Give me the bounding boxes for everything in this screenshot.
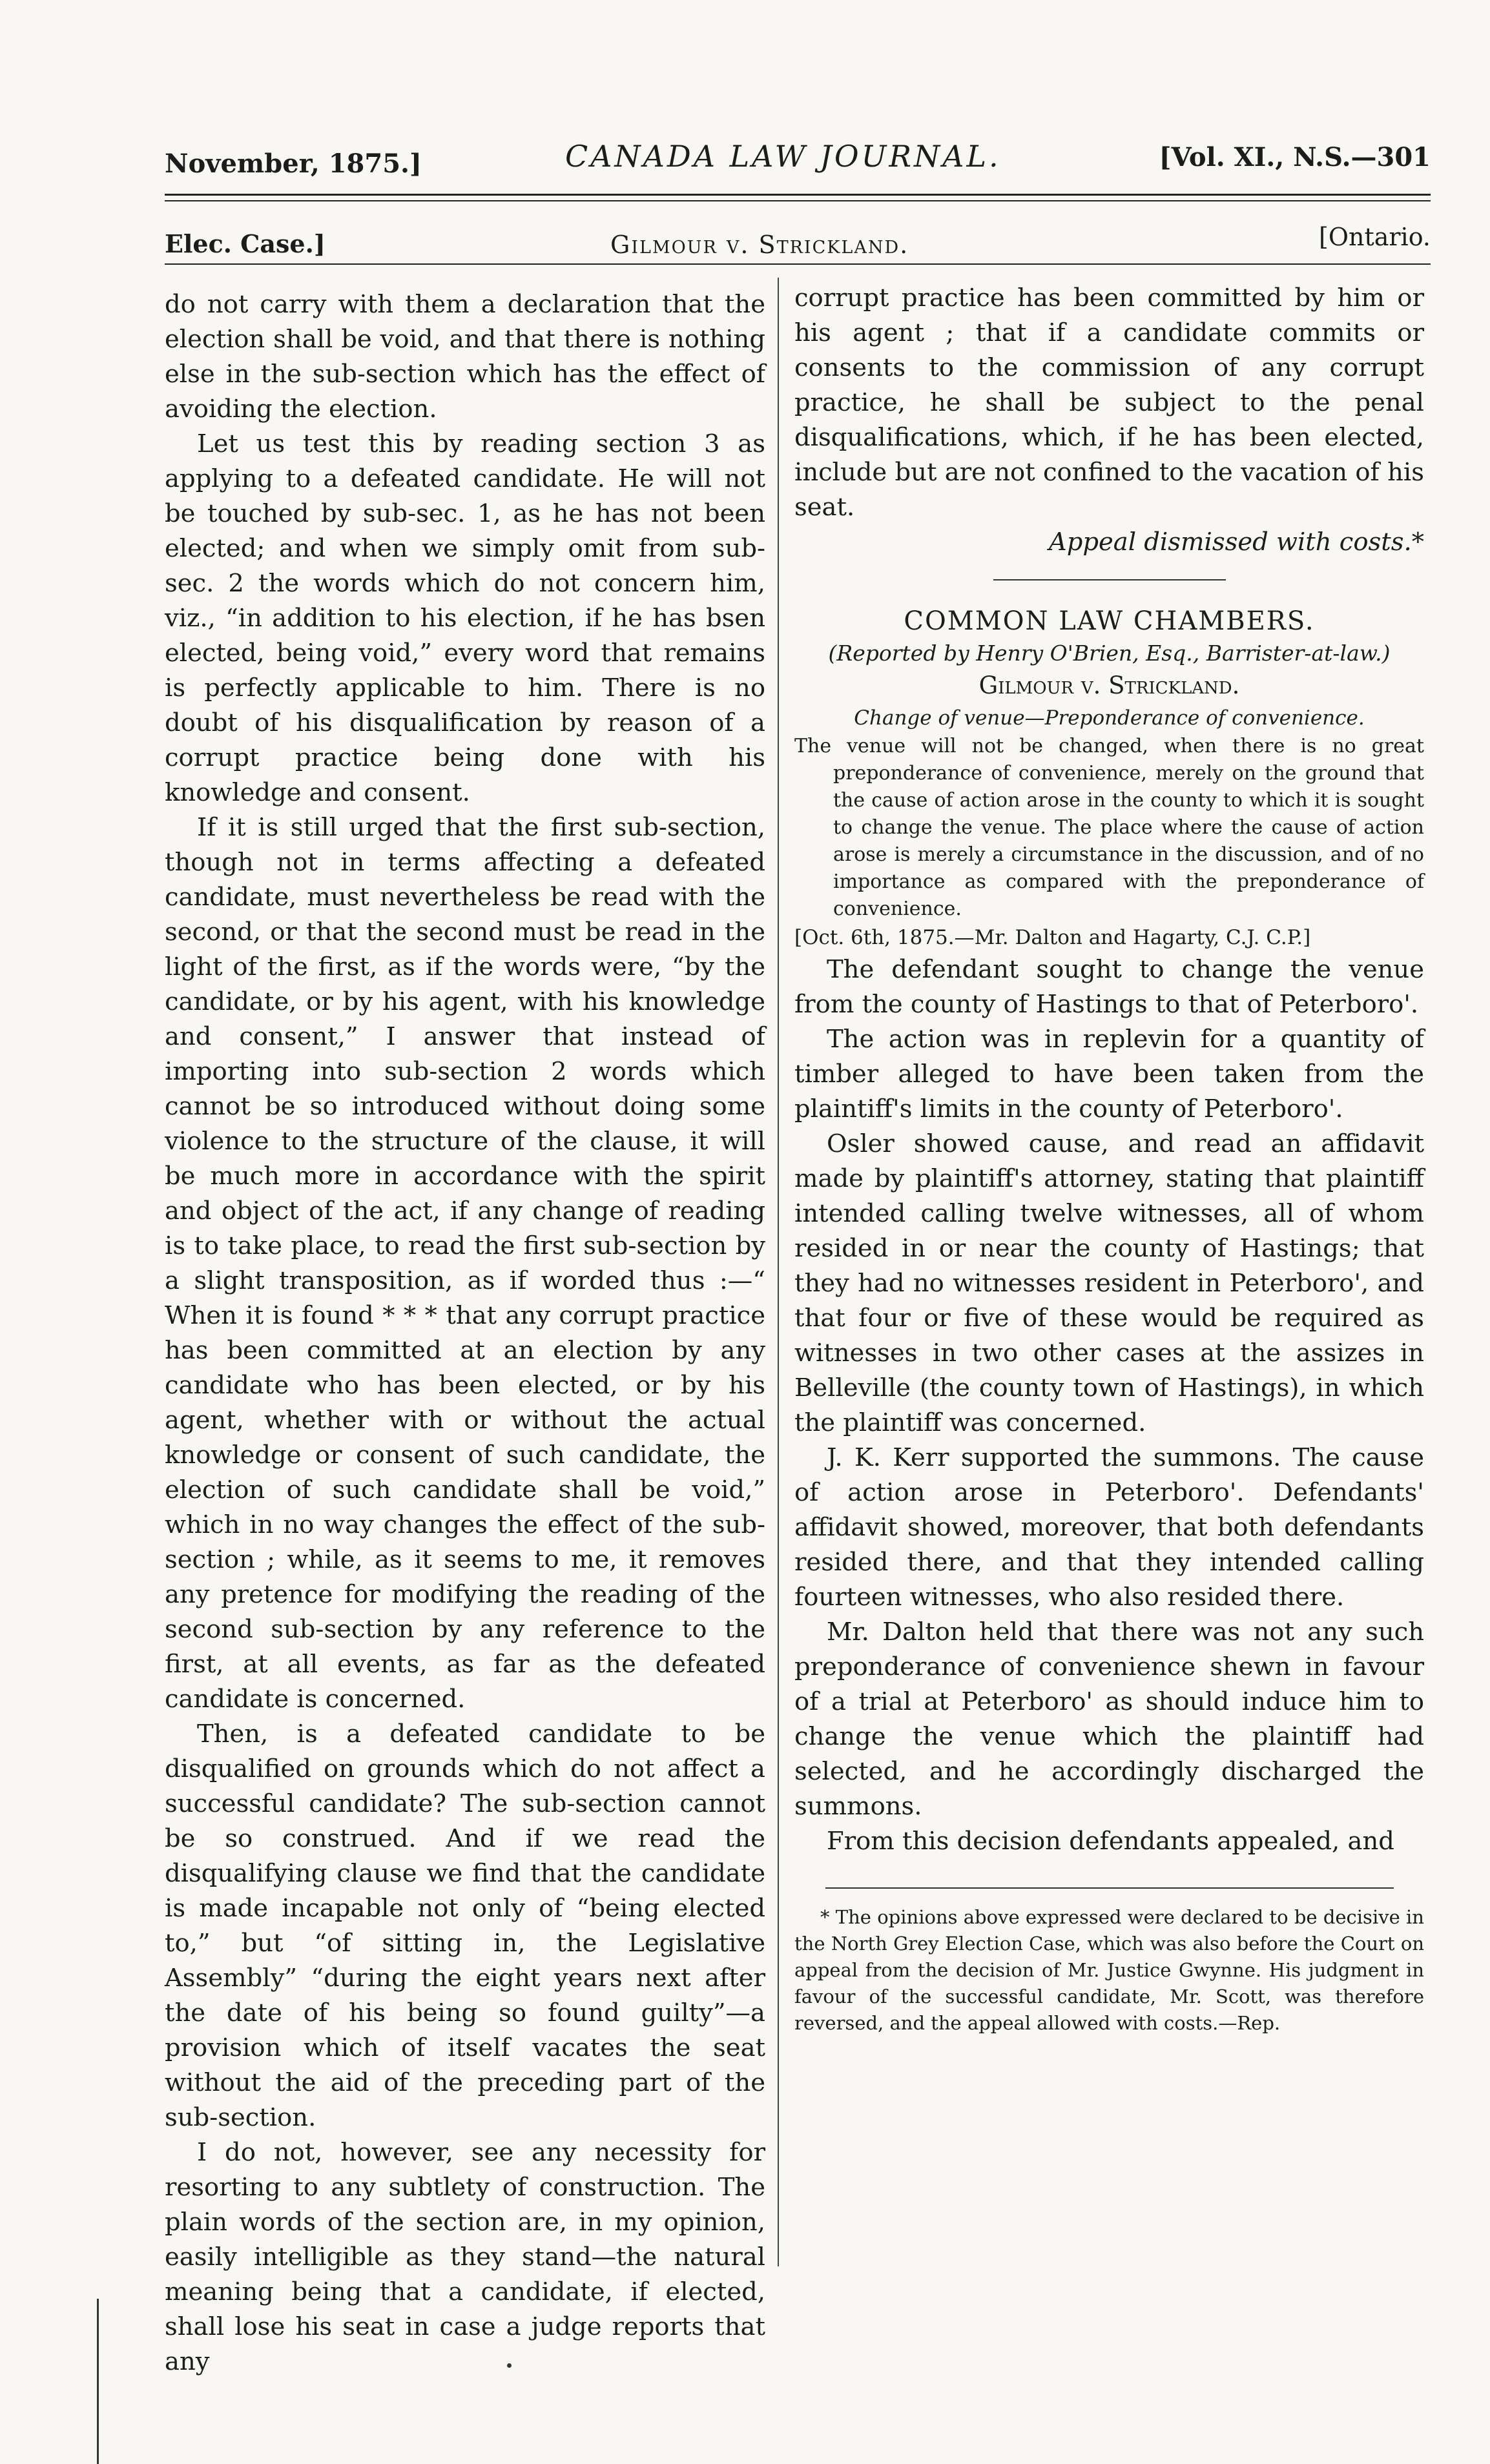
journal-title: CANADA LAW JOURNAL.	[565, 139, 1001, 174]
paragraph: The defendant sought to change the venue from the county of Hastings to that of Peterboro'.	[794, 955, 1424, 1019]
paragraph: Mr. Dalton held that there was not any such preponderance of convenience shewn in favour of a trial at Peterboro' as should induce him to change the venue which the plaintiff had selected, and he accordingly discharged the summons.	[794, 1617, 1424, 1821]
paragraph: The action was in replevin for a quantity of timber alleged to have been taken from the plaintiff's limits in the county of Peterboro'.	[794, 1025, 1424, 1124]
topic-line: Change of venue—Preponderance of convenience.	[854, 706, 1365, 730]
page-speck	[507, 2363, 512, 2368]
header-rule-bottom	[165, 200, 1431, 201]
case-name: Gilmour v. Strickland.	[610, 231, 909, 259]
headnote: The venue will not be changed, when there is no great preponderance of convenience, merely on the ground that the cause of action arose in the county to which it is sought to change the venue. The place where the cause of action arose is merely a circumstance in the discussion, and of no importance as compared with the preponderance of convenience.	[794, 735, 1424, 920]
paragraph: Then, is a defeated candidate to be disqualified on grounds which do not affect a successful candidate? The sub-section cannot be so construed. And if we read the disqualifying clause we find that the candidate is made incapable not only of “being elected to,” but “of sitting in, the Legislative Assembly” “during the eight years next after the date of his being so found guilty”—a provision which of itself vacates the seat without the aid of the preceding part of the sub-section.	[165, 1720, 765, 2132]
volume-page: [Vol. XI., N.S.—301	[1159, 142, 1431, 172]
case-subheader	[165, 223, 1431, 262]
paragraph-continuation: corrupt practice has been committed by him or his agent ; that if a candidate commits or consents to the commission of any corrupt practice, he shall be subject to the penal disqualifications, which, if he has been elected, include but are not confined to the vacation of his seat.	[794, 283, 1424, 522]
section-heading: COMMON LAW CHAMBERS.	[904, 606, 1315, 636]
case-type: Elec. Case.]	[165, 229, 326, 258]
date-line: [Oct. 6th, 1875.—Mr. Dalton and Hagarty, C.J. C.P.]	[794, 926, 1311, 949]
left-column	[165, 287, 765, 2379]
footnote-rule	[825, 1887, 1394, 1889]
column-divider	[778, 278, 779, 2266]
paragraph: Osler showed cause, and read an affidavit made by plaintiff's attorney, stating that plaintiff intended calling twelve witnesses, all of whom resided in or near the county of Hastings; that they had no witnesses resident in Peterboro', and that four or five of these would be required as witnesses in two other cases at the assizes in Belleville (the county town of Hastings), in which the plaintiff was concerned.	[794, 1129, 1424, 1437]
jurisdiction: [Ontario.	[1319, 223, 1431, 251]
right-column	[794, 281, 1424, 2037]
issue-date: November, 1875.]	[165, 149, 422, 179]
paragraph: Let us test this by reading section 3 as applying to a defeated candidate. He will not be touched by sub-sec. 1, as he has not been elected; and when we simply omit from sub-sec. 2 the words which do not concern him, viz., “in addition to his election, if he has bsen elected, being void,” every word that remains is perfectly applicable to him. There is no doubt of his disqualification by reason of a corrupt practice being done with his knowledge and consent.	[165, 429, 765, 807]
reporter-line: (Reported by Henry O'Brien, Esq., Barrister-at-law.)	[828, 641, 1391, 666]
case-title: Gilmour v. Strickland.	[978, 672, 1240, 699]
paragraph: If it is still urged that the first sub-section, though not in terms affecting a defeated candidate, must nevertheless be read with the second, or that the second must be read in the light of the first, as if the words were, “by the candidate, or by his agent, with his knowledge and consent,” I answer that instead of importing into sub-section 2 words which cannot be so introduced without doing some violence to the structure of the clause, it will be much more in accordance with the spirit and object of the act, if any change of reading is to take place, to read the first sub-section by a slight transposition, as if worded thus :—“ When it is found * * * that any corrupt practice has been committed at an election by any candidate who has been elected, or by his agent, whether with or without the actual knowledge or consent of such candidate, the election of such candidate shall be void,” which in no way changes the effect of the sub-section ; while, as it seems to me, it removes any pretence for modifying the reading of the second sub-section by any reference to the first, at all events, as far as the defeated candidate is concerned.	[165, 813, 765, 1714]
paragraph: do not carry with them a declaration that the election shall be void, and that there is nothing else in the sub-section which has the effect of avoiding the election.	[165, 290, 765, 424]
footnote: * The opinions above expressed were declared to be decisive in the North Grey Election Case, which was also before the Court on appeal from the decision of Mr. Justice Gwynne. His judgment in favour of the successful candidate, Mr. Scott, was therefore reversed, and the appeal allowed with costs.—Rep.	[794, 1906, 1424, 2034]
header-rule-top	[165, 194, 1431, 196]
section-rule	[993, 579, 1226, 580]
page-edge-mark	[97, 2299, 99, 2464]
paragraph: J. K. Kerr supported the summons. The cause of action arose in Peterboro'. Defendants' affidavit showed, moreover, that both defendants resided there, and that they intended calling fourteen witnesses, who also resided there.	[794, 1443, 1424, 1612]
paragraph: From this decision defendants appealed, and	[827, 1827, 1394, 1856]
disposition: Appeal dismissed with costs.*	[1048, 528, 1424, 557]
running-header	[165, 139, 1431, 178]
paragraph: I do not, however, see any necessity for resorting to any subtlety of construction. The plain words of the section are, in my opinion, easily intelligible as they stand—the natural meaning being that a candidate, if elected, shall lose his seat in case a judge reports that any	[165, 2138, 765, 2376]
subheader-rule	[165, 263, 1431, 265]
